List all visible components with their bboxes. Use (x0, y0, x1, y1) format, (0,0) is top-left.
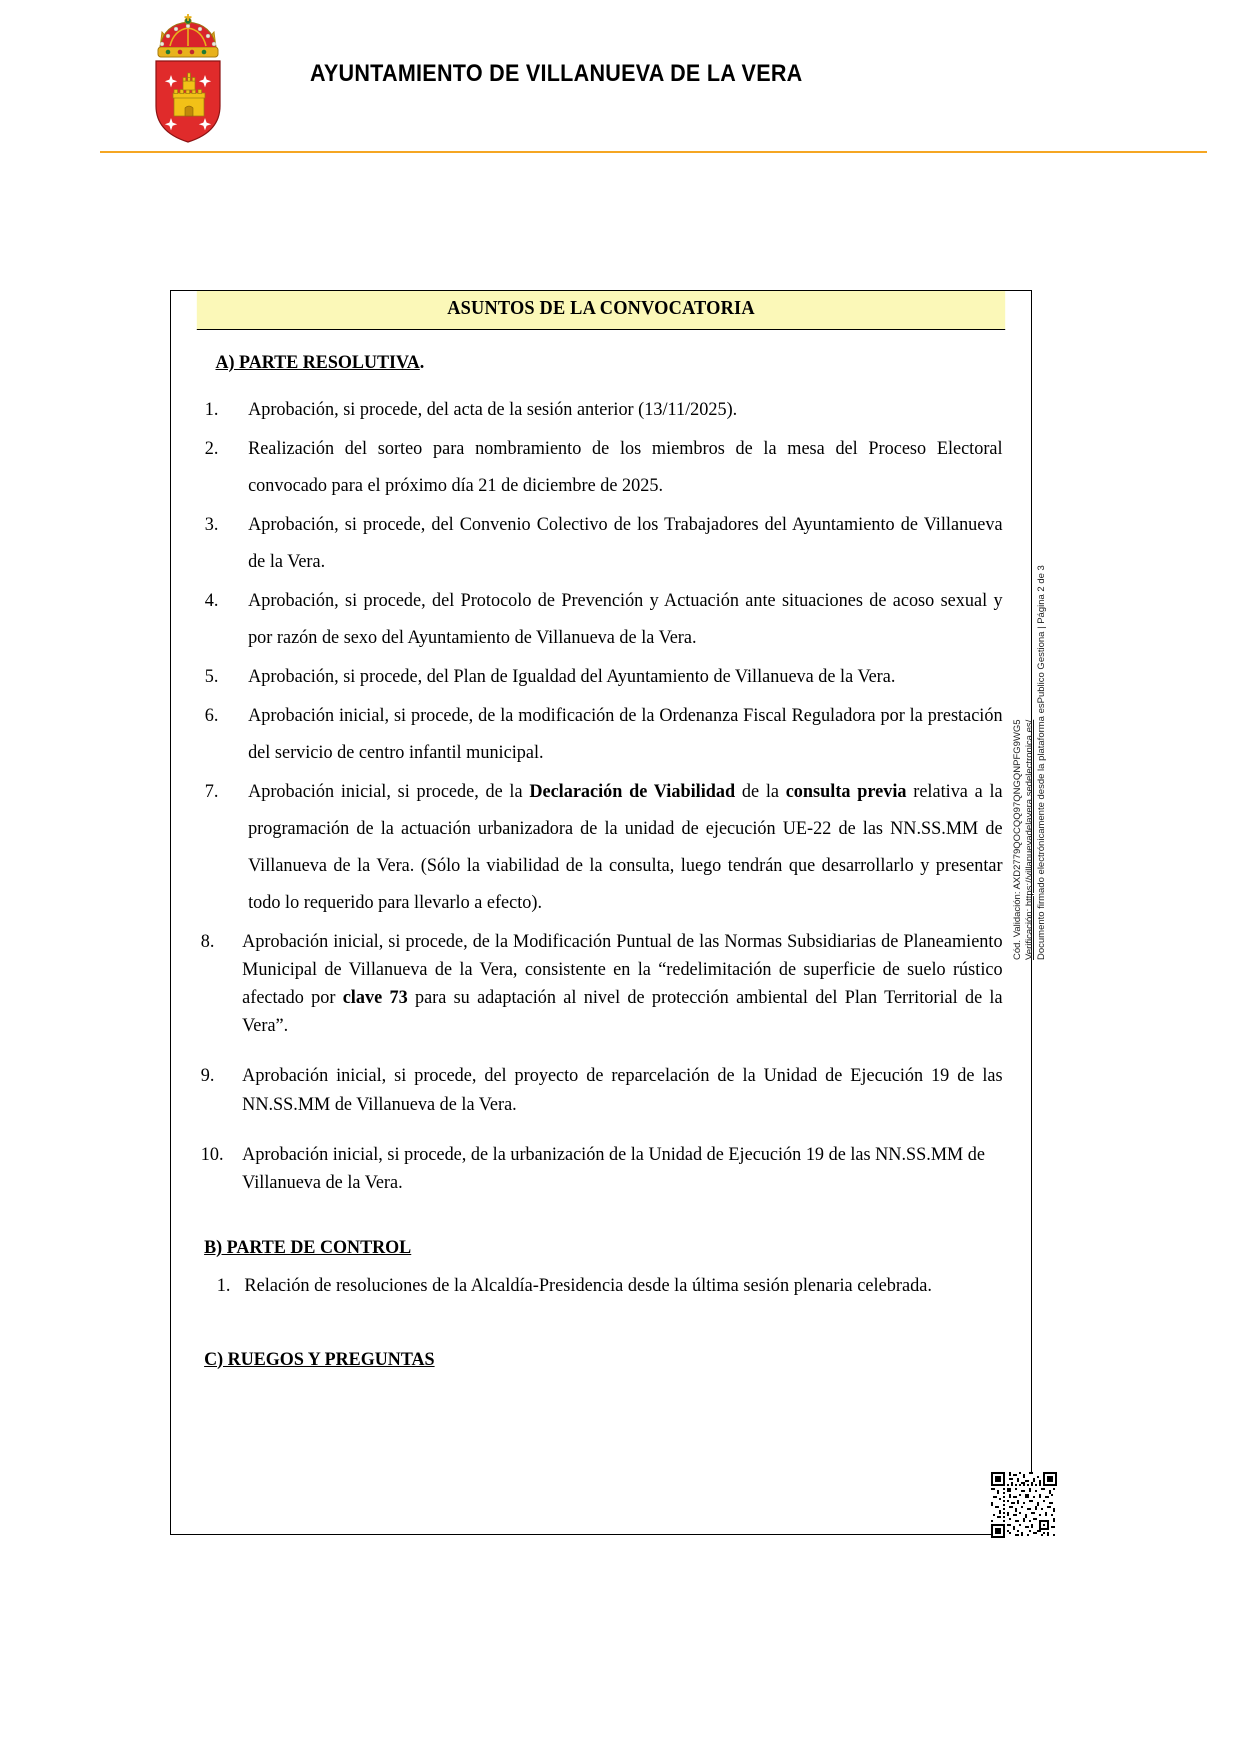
item-number: 4. (204, 591, 219, 611)
item-number: 9. (200, 1066, 215, 1087)
agenda-list-b (187, 1273, 1015, 1301)
item-text: Aprobación, si procede, del acta de la sesión anterior (13/11/2025). (248, 400, 738, 420)
item-text: Aprobación inicial, si procede, de la urbanización de la Unidad de Ejecución 19 de las NN.SS.MM de Villanueva de la Vera. (242, 1144, 986, 1193)
item-number: 2. (204, 439, 219, 459)
item-number: 1. (216, 1275, 231, 1296)
agenda-box (170, 290, 1032, 1535)
item-emphasis: Declaración de Viabilidad (529, 782, 736, 802)
section-heading-a (187, 352, 974, 374)
item-number: 6. (204, 706, 219, 726)
agenda-list-a (187, 392, 1015, 1197)
section-a-label: A) PARTE RESOLUTIVA (215, 352, 420, 373)
item-text: Aprobación inicial, si procede, del proyecto de reparcelación de la Unidad de Ejecución 19 de las NN.SS.MM de Villanueva de la Vera. (242, 1066, 1003, 1115)
section-a-label-suffix: . (419, 352, 425, 373)
list-item (187, 583, 1003, 657)
item-number: 7. (204, 782, 219, 802)
item-text-part: de la (735, 782, 786, 802)
validation-url-line[interactable]: Verificación: https://villanuevadelavera.sedelectronica.es/ (1024, 719, 1036, 960)
item-text: Aprobación, si procede, del Protocolo de Prevención y Actuación ante situaciones de acoso sexual y por razón de sexo del Ayuntamiento de Villanueva de la Vera. (248, 591, 1003, 648)
list-item (187, 392, 1003, 429)
item-text-part: relativa a la programación de la actuación urbanizadora de la unidad de ejecución UE-22 de las NN.SS.MM de Villanueva de la Vera. (Sólo la viabilidad de la consulta, luego tendrán que desarrollarlo y presentar todo lo requerido para llevarlo a efecto). (248, 782, 1003, 913)
coat-of-arms-icon (140, 14, 236, 144)
page-title: AYUNTAMIENTO DE VILLANUEVA DE LA VERA (310, 60, 803, 87)
list-item (187, 1141, 1003, 1197)
header-divider (100, 151, 1207, 153)
item-number: 1. (204, 400, 219, 420)
item-number: 3. (204, 515, 219, 535)
item-number: 8. (200, 932, 215, 952)
list-item (187, 928, 1003, 1040)
validation-code-line: Cód. Validación: AXD2779QOCQQ97QNGQNPFG9WG5 (1012, 719, 1023, 960)
item-text: Relación de resoluciones de la Alcaldía-Presidencia desde la última sesión plenaria celebrada. (244, 1275, 932, 1296)
agenda-banner-title: ASUNTOS DE LA CONVOCATORIA (197, 291, 1005, 330)
list-item (187, 507, 1003, 581)
validation-platform-line: Documento firmado electrónicamente desde la plataforma esPublico Gestiona | Página 2 de 3 (1036, 565, 1048, 960)
section-heading-c (187, 1349, 974, 1371)
letterhead (0, 0, 1241, 160)
item-text: Aprobación, si procede, del Plan de Igualdad del Ayuntamiento de Villanueva de la Vera. (248, 667, 896, 687)
item-text: Aprobación inicial, si procede, de la modificación de la Ordenanza Fiscal Reguladora por la prestación del servicio de centro infantil municipal. (248, 706, 1003, 763)
item-emphasis: clave 73 (342, 988, 408, 1009)
list-item (187, 659, 1003, 696)
list-item (187, 774, 1003, 922)
item-number: 5. (204, 667, 219, 687)
section-heading-b (187, 1237, 974, 1259)
item-emphasis: consulta previa (785, 782, 907, 802)
section-c-label: C) RUEGOS Y PREGUNTAS (204, 1348, 435, 1370)
item-text-part: Aprobación inicial, si procede, de la (248, 782, 530, 802)
item-number: 10. (200, 1144, 224, 1165)
list-item (187, 1273, 1007, 1301)
section-b-label: B) PARTE DE CONTROL (204, 1236, 412, 1258)
list-item (187, 1062, 1003, 1118)
list-item (187, 431, 1003, 505)
item-text-part: Aprobación inicial, si procede, de la Modificación Puntual de las Normas Subsidiarias de Planeamiento Municipal de Villanueva de la Vera, consistente en la “redelimitación de superficie de suelo rústico afectado por (242, 932, 1003, 1009)
qr-code-icon[interactable] (991, 1472, 1057, 1538)
item-text: Aprobación, si procede, del Convenio Colectivo de los Trabajadores del Ayuntamiento de Villanueva de la Vera. (248, 515, 1003, 572)
item-text: Realización del sorteo para nombramiento de los miembros de la mesa del Proceso Electoral convocado para el próximo día 21 de diciembre de 2025. (248, 439, 1003, 496)
agenda-body (171, 330, 1031, 1381)
item-text-part: para su adaptación al nivel de protección ambiental del Plan Territorial de la Vera”. (242, 988, 1003, 1037)
list-item (187, 698, 1003, 772)
